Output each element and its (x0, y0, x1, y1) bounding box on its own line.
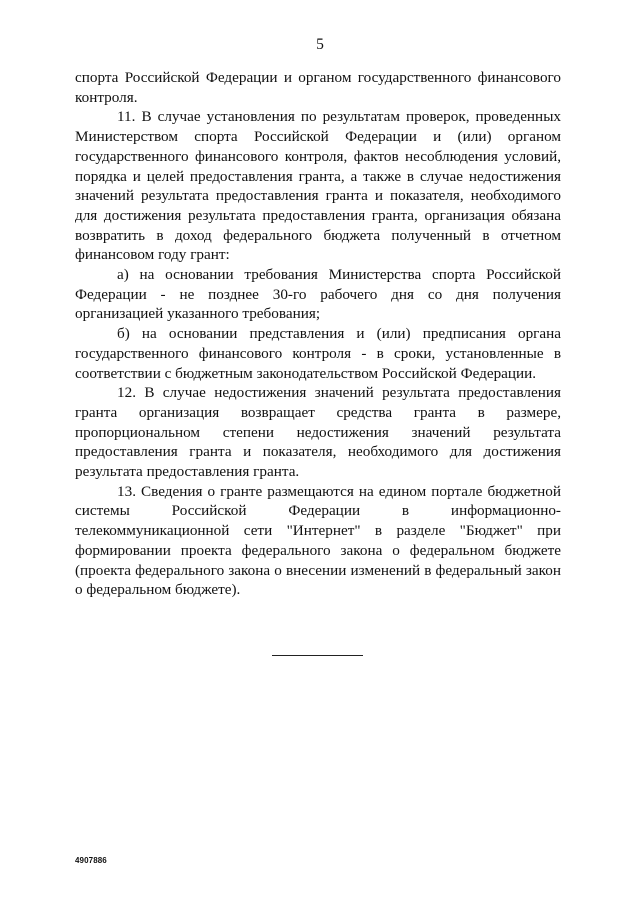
closing-divider (272, 655, 363, 656)
paragraph-continuation: спорта Российской Федерации и органом государственного финансового контроля. (75, 69, 561, 106)
subparagraph-b: б) на основании представления и (или) предписания органа государственного финансового контроля - в сроки, установленные в соответствии с бюджетным законодательством Российской Федерации. (75, 325, 561, 382)
subparagraph-a: а) на основании требования Министерства спорта Российской Федерации - не позднее 30-го рабочего дня со дня получения организацией указанного требования; (75, 266, 561, 323)
document-body (75, 68, 561, 600)
paragraph-11: 11. В случае установления по результатам проверок, проведенных Министерством спорта Российской Федерации и (или) органом государственного финансового контроля, фактов несоблюдения условий, порядка и целей предоставления гранта, а также в случае недостижения значений результата предоставления гранта и показателя, необходимого для достижения результата предоставления гранта, организация обязана возвратить в доход федерального бюджета полученный в отчетном финансовом году грант: (75, 108, 561, 264)
document-code: 4907886 (75, 856, 107, 865)
paragraph-13: 13. Сведения о гранте размещаются на едином портале бюджетной системы Российской Федерации в информационно-телекоммуникационной сети "Интернет" в разделе "Бюджет" при формировании проекта федерального закона о федеральном бюджете (проекта федерального закона о внесении изменений в федеральный закон о федеральном бюджете). (75, 482, 561, 599)
page-number: 5 (316, 36, 324, 53)
paragraph-12: 12. В случае недостижения значений результата предоставления гранта организация возвращает средства гранта в размере, пропорциональном степени недостижения значений результата предоставления гранта и показателя, необходимого для достижения результата предоставления гранта. (75, 384, 561, 481)
